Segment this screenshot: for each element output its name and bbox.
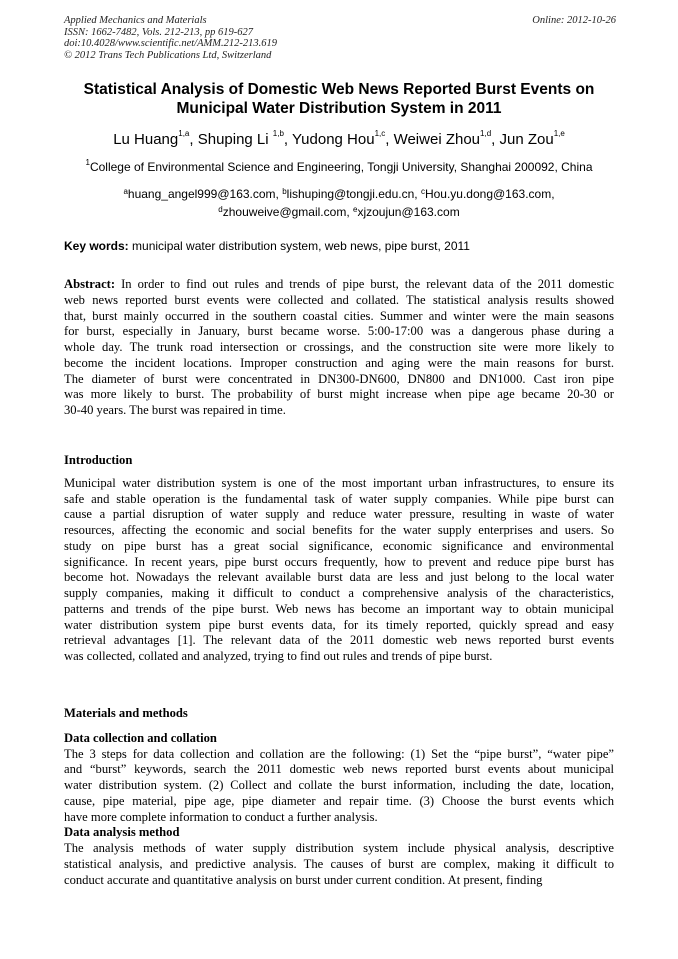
copyright: © 2012 Trans Tech Publications Ltd, Switzerland bbox=[64, 49, 272, 61]
text-line: whole day. The trunk road intersection or crossings, and the construction site were more likely to bbox=[64, 340, 614, 354]
methods-section bbox=[64, 706, 614, 888]
section-heading: Introduction bbox=[64, 453, 133, 467]
text-line: significance. In recent years, pipe burst occurs frequently, how to prevent and reduce pipe burst has bbox=[64, 554, 614, 569]
title-line: Statistical Analysis of Domestic Web News Reported Burst Events on bbox=[83, 81, 595, 98]
email: $^b$lishuping@tongji.edu.cn, bbox=[282, 187, 418, 201]
text-line: safe and stable operation is the fundamental task of water supply companies. While pipe burst can bbox=[64, 491, 614, 506]
text-line: was collected, collated and analyzed, trying to find out rules and trends of pipe burst. bbox=[64, 649, 493, 663]
text-line: and “burst” keywords, search the 2011 domestic web news reported burst events about municipal bbox=[64, 762, 614, 777]
title-line: Municipal Water Distribution System in 2011 bbox=[176, 100, 502, 117]
introduction-section bbox=[64, 453, 614, 665]
abstract-label: Abstract: bbox=[64, 277, 116, 291]
email: $^c$Hou.yu.dong@163.com, bbox=[420, 187, 555, 201]
text-line: The 3 steps for data collection and collation are the following: (1) Set the “pipe burst”, “water pipe” bbox=[64, 746, 614, 761]
author-list: Lu Huang$^{1,a}$, Shuping Li $^{1,b}$, Yudong Hou$^{1,c}$, Weiwei Zhou$^{1,d}$, Jun Zou$^{1,e}$ bbox=[113, 129, 565, 148]
text-line: cause a partial disruption of water supply and reduce water pressure, resulting in waste of water bbox=[64, 507, 614, 522]
paper-title bbox=[40, 80, 638, 118]
text-line: resources, affecting the economic and social benefits for the water supply enterprises and users. So bbox=[64, 523, 614, 537]
text-line: conduct accurate and quantitative analysis on burst under current condition. At present, finding bbox=[64, 872, 543, 887]
text-line: for burst, especially in January, burst became worse. 5:00-17:00 was a dangerous phase during a bbox=[64, 324, 614, 339]
author: Yudong Hou$^{1,c}$ bbox=[291, 129, 386, 148]
keywords bbox=[64, 239, 470, 253]
text-line: The analysis methods of water supply distribution system include physical analysis, descriptive bbox=[64, 841, 614, 855]
keywords-text: municipal water distribution system, web news, pipe burst, 2011 bbox=[128, 239, 470, 253]
text-line: was more likely to burst. The probability of burst might increase when pipe age became 20-30 or bbox=[64, 387, 614, 402]
author: Jun Zou$^{1,e}$ bbox=[499, 129, 565, 148]
text-line: water distribution system. (2) Collect and collate the burst information, including the date, location, bbox=[64, 778, 614, 792]
text-line: have more complete information to conduct a further analysis. bbox=[64, 809, 378, 824]
subsection-heading: Data collection and collation bbox=[64, 730, 217, 745]
text-line: become the incident locations. Improper construction and aging were the main reasons for burst. bbox=[64, 355, 614, 370]
email: $^d$zhouweive@gmail.com, bbox=[218, 205, 350, 219]
text-line: The diameter of burst were concentrated in DN300-DN600, DN800 and DN1000. Cast iron pipe bbox=[64, 371, 614, 386]
text-line: study on pipe burst has a great social significance, economic significance and environmental bbox=[64, 538, 614, 553]
text-line: water distribution system pipe burst events data, for its timely reported, quickly spread and easy bbox=[64, 617, 614, 632]
doi: doi:10.4028/www.scientific.net/AMM.212-213.619 bbox=[64, 38, 277, 49]
journal-header bbox=[64, 15, 277, 61]
text-line: web news reported burst events were collected and collated. The statistical analysis results showed bbox=[64, 292, 614, 307]
subsection-heading: Data analysis method bbox=[64, 825, 180, 840]
author: Shuping Li $^{1,b}$ bbox=[197, 129, 284, 148]
author: Weiwei Zhou$^{1,d}$ bbox=[393, 129, 492, 148]
text-line: Municipal water distribution system is one of the most important urban infrastructures, to ensure its bbox=[64, 475, 614, 490]
text-line: patterns and trends of the pipe burst. Web news has become an important way to obtain municipal bbox=[64, 601, 614, 616]
email: $^e$xjzoujun@163.com bbox=[353, 205, 460, 219]
author: Lu Huang$^{1,a}$ bbox=[113, 129, 190, 148]
text-line: Abstract: In order to find out rules and trends of pipe burst, the relevant data of the 2011 domestic bbox=[64, 277, 614, 291]
text-line: statistical analysis, and predictive analysis. The causes of burst are complex, making it difficult to bbox=[64, 856, 614, 871]
section-heading: Materials and methods bbox=[64, 706, 188, 720]
text-line: that, burst mainly occurred in the southern coastal cities. Summer and winter were the main seasons bbox=[64, 308, 614, 323]
email: $^a$huang_angel999@163.com, bbox=[123, 187, 279, 201]
text-line: become hot. Nowadays the relevant available burst data are less and just belong to the local water bbox=[64, 570, 614, 585]
affiliation: $^1$College of Environmental Science and Engineering, Tongji University, Shanghai 200092, China bbox=[85, 158, 593, 174]
issn: ISSN: 1662-7482, Vols. 212-213, pp 619-627 bbox=[64, 26, 253, 38]
text-line: cause, pipe material, pipe age, pipe diameter and repair time. (3) Choose the burst events which bbox=[64, 793, 614, 808]
author-emails bbox=[0, 185, 678, 221]
text-line: 30-40 years. The burst was repaired in time. bbox=[64, 403, 286, 417]
text-line: retrieval advantages [1]. The relevant data of the 2011 domestic web news reported burst events bbox=[64, 633, 614, 648]
journal-name: Applied Mechanics and Materials bbox=[64, 15, 207, 26]
text-line: supply companies, making it difficult to conduct a comprehensive analysis of the characteristics, bbox=[64, 586, 614, 600]
keywords-label: Key words: bbox=[64, 239, 129, 253]
abstract bbox=[64, 277, 614, 419]
online-date: Online: 2012-10-26 bbox=[532, 15, 616, 26]
